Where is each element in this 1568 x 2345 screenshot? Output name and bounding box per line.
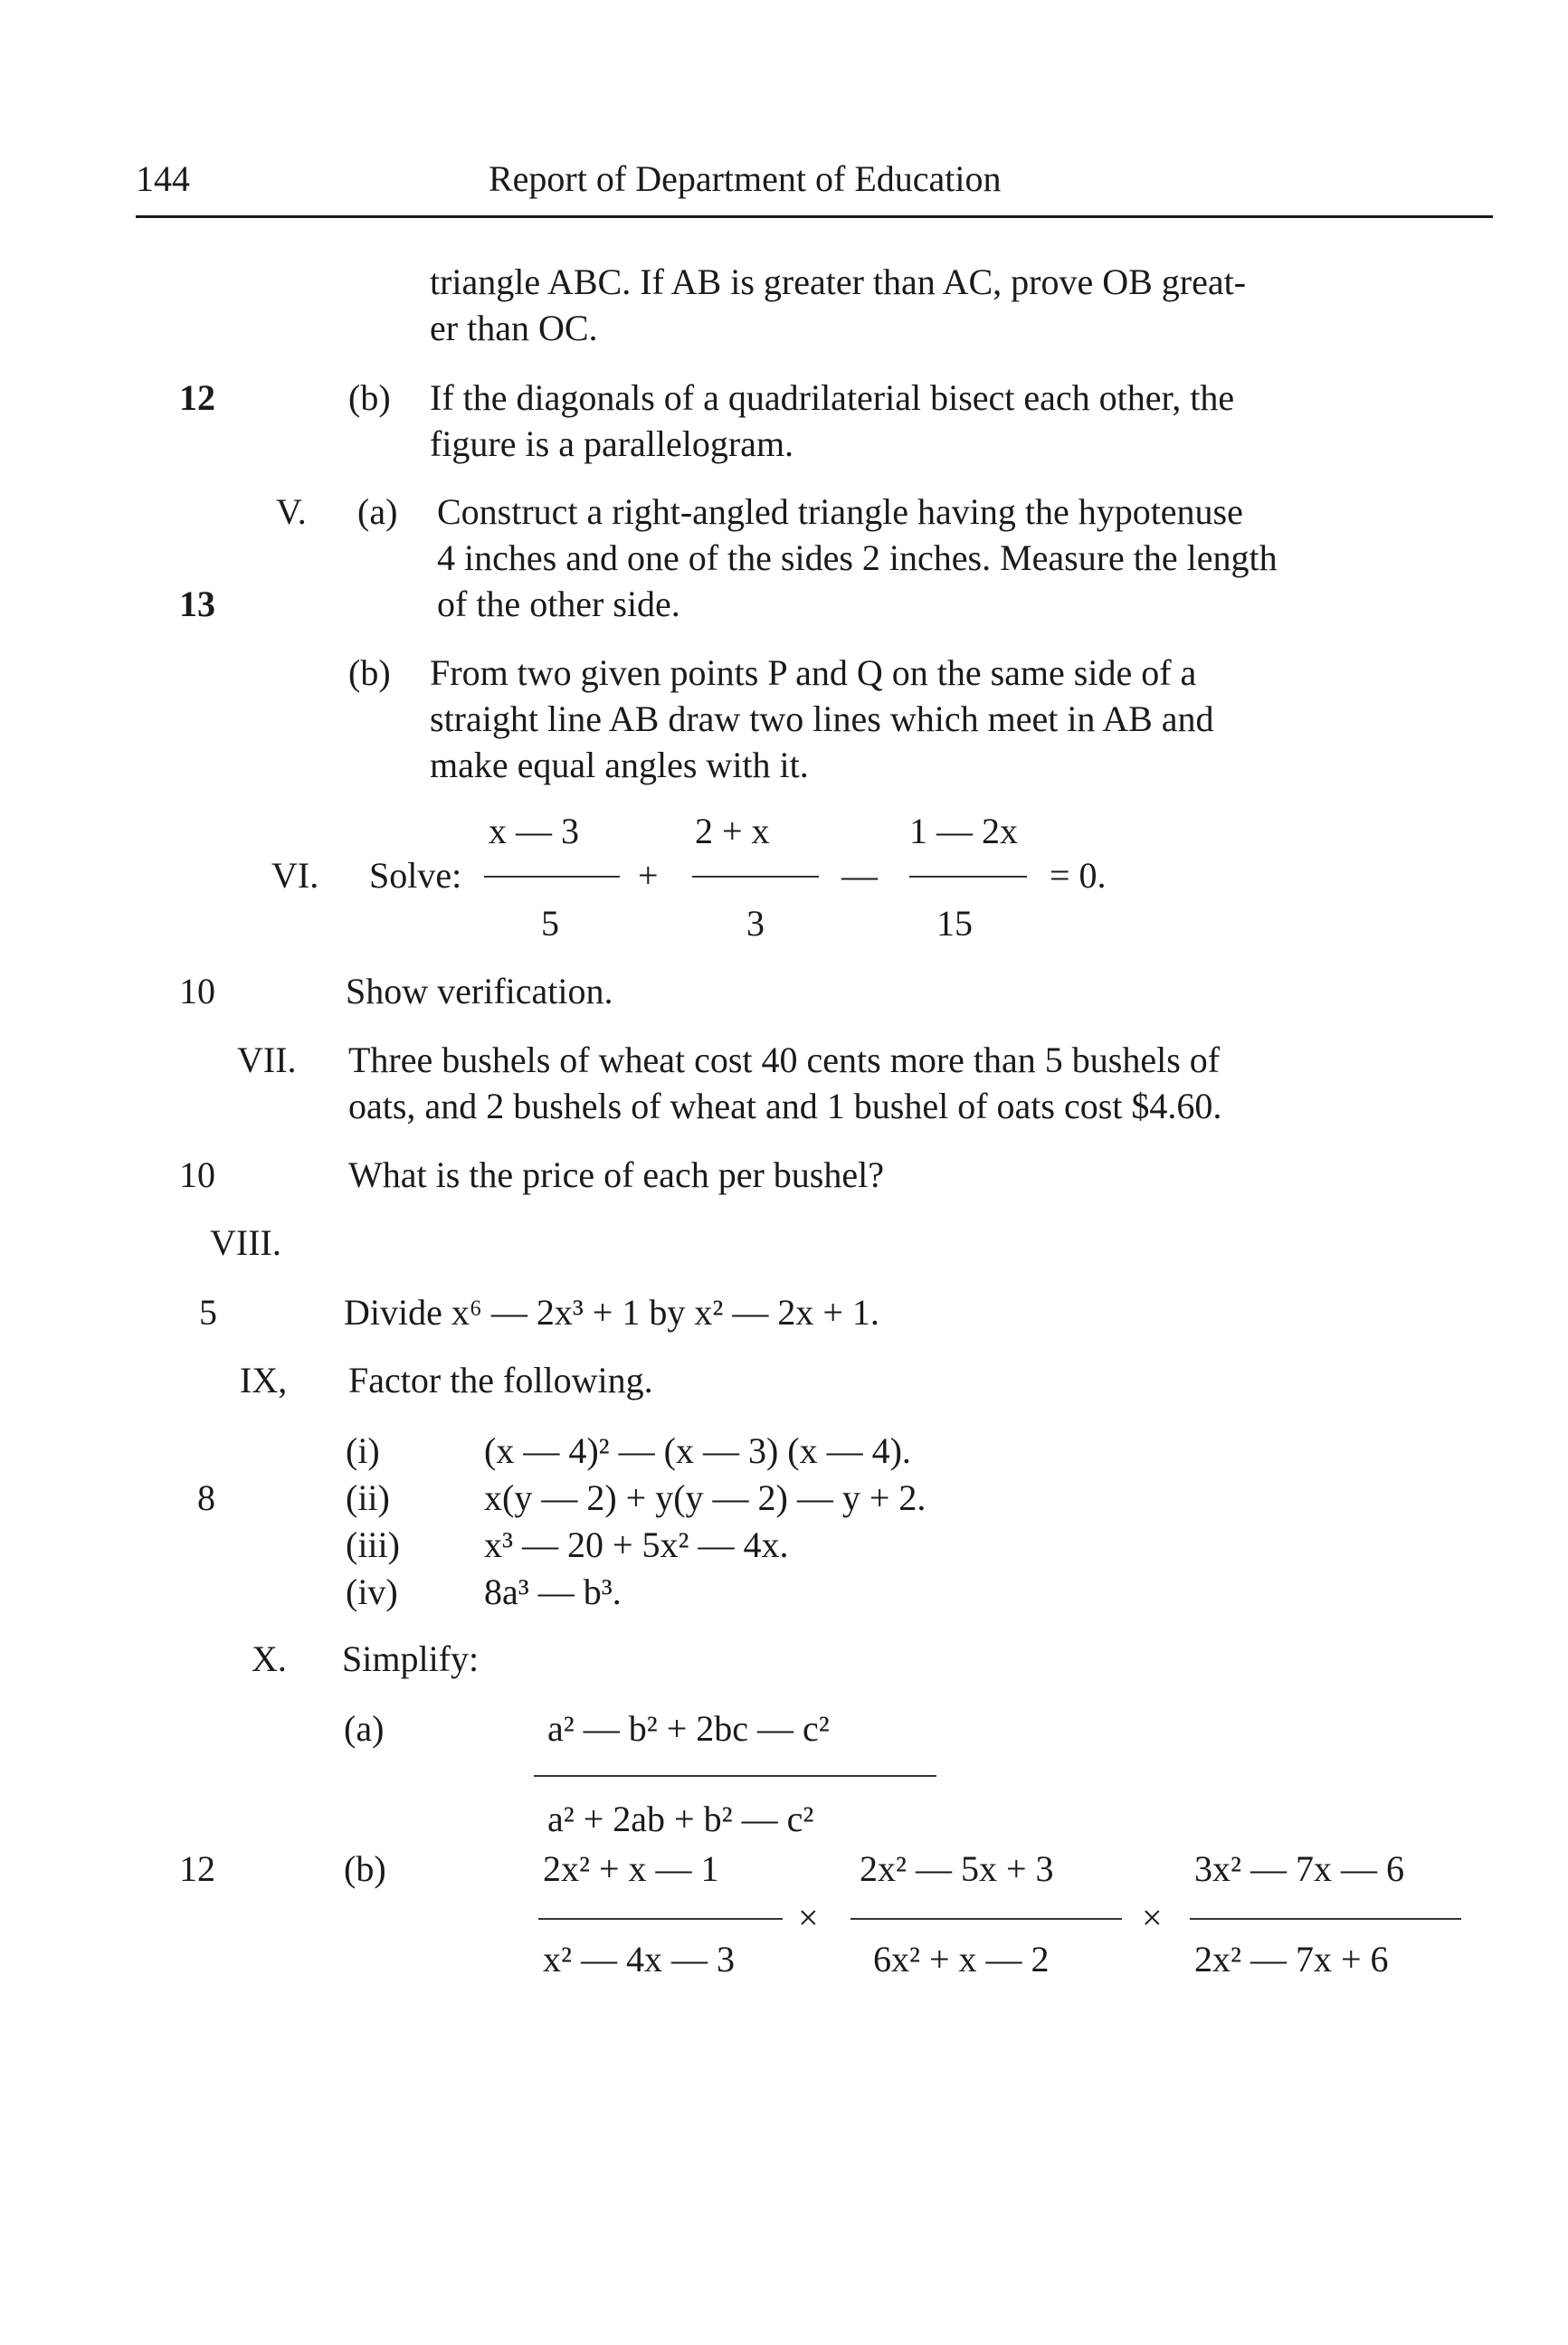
text-line: Show verification. <box>346 971 613 1011</box>
fraction-bar <box>484 876 620 878</box>
text-line: From two given points P and Q on the same side of a <box>430 652 1197 693</box>
fraction-numerator: 1 — 2x <box>909 811 1018 851</box>
fraction-denominator: a² + 2ab + b² — c² <box>547 1799 814 1839</box>
times-sign: × <box>1142 1897 1163 1938</box>
text-line: If the diagonals of a quadrilaterial bisect each other, the <box>430 377 1235 418</box>
page-title: Report of Department of Education <box>489 158 1002 199</box>
item-label: (iv) <box>346 1571 398 1612</box>
text-line: 4 inches and one of the sides 2 inches. Measure the length <box>437 537 1278 578</box>
header-rule <box>136 215 1493 218</box>
text-line: triangle ABC. If AB is greater than AC, prove OB great- <box>430 261 1247 302</box>
page-number: 144 <box>136 158 190 199</box>
fraction-denominator: x² — 4x — 3 <box>543 1939 735 1979</box>
question-number: V. <box>276 491 307 532</box>
marks: 12 <box>179 377 215 418</box>
fraction-numerator: 3x² — 7x — 6 <box>1194 1848 1404 1889</box>
fraction-denominator: 5 <box>541 903 559 944</box>
text-line: er than OC. <box>430 308 598 348</box>
text-line: Construct a right-angled triangle having the hypotenuse <box>437 491 1243 532</box>
question-number: VII. <box>237 1040 297 1080</box>
minus-sign: — <box>841 855 878 896</box>
text-line: straight line AB draw two lines which meet in AB and <box>430 698 1214 739</box>
text-line: Divide x⁶ — 2x³ + 1 by x² — 2x + 1. <box>344 1292 879 1333</box>
marks: 5 <box>199 1292 217 1333</box>
solve-label: Solve: <box>369 855 462 896</box>
item-label: (ii) <box>346 1477 390 1518</box>
question-number: IX, <box>240 1360 288 1400</box>
text-line: oats, and 2 bushels of wheat and 1 bushel of oats cost $4.60. <box>348 1086 1222 1126</box>
equals-zero: = 0. <box>1050 855 1107 896</box>
plus-sign: + <box>638 855 659 896</box>
item-label: (b) <box>348 377 391 418</box>
fraction-bar <box>692 876 819 878</box>
question-number: VIII. <box>210 1222 281 1263</box>
item-label: (iii) <box>346 1524 400 1565</box>
expression: (x — 4)² — (x — 3) (x — 4). <box>484 1430 911 1471</box>
fraction-numerator: 2x² — 5x + 3 <box>860 1848 1054 1889</box>
fraction-bar <box>909 876 1027 878</box>
fraction-bar <box>534 1775 936 1777</box>
fraction-bar <box>538 1918 783 1920</box>
question-number: VI. <box>271 855 319 896</box>
times-sign: × <box>798 1897 819 1938</box>
text-line: Factor the following. <box>348 1360 653 1400</box>
fraction-bar <box>1190 1918 1461 1920</box>
text-line: Three bushels of wheat cost 40 cents more than 5 bushels of <box>348 1040 1221 1080</box>
marks: 10 <box>179 971 215 1011</box>
fraction-denominator: 6x² + x — 2 <box>873 1939 1050 1979</box>
fraction-numerator: a² — b² + 2bc — c² <box>547 1708 830 1749</box>
item-label: (b) <box>348 652 391 693</box>
fraction-denominator: 3 <box>746 903 765 944</box>
text-line: figure is a parallelogram. <box>430 423 794 464</box>
marks: 13 <box>179 584 215 624</box>
expression: x³ — 20 + 5x² — 4x. <box>484 1524 789 1565</box>
question-number: X. <box>252 1638 287 1679</box>
item-label: (a) <box>344 1708 385 1749</box>
item-label: (a) <box>357 491 398 532</box>
fraction-numerator: 2x² + x — 1 <box>543 1848 719 1889</box>
item-label: (i) <box>346 1430 380 1471</box>
marks: 12 <box>179 1848 215 1889</box>
marks: 10 <box>179 1154 215 1195</box>
fraction-denominator: 2x² — 7x + 6 <box>1194 1939 1389 1979</box>
text-line: Simplify: <box>342 1638 480 1679</box>
fraction-numerator: 2 + x <box>695 811 770 851</box>
expression: 8a³ — b³. <box>484 1571 622 1612</box>
item-label: (b) <box>344 1848 386 1889</box>
text-line: of the other side. <box>437 584 680 624</box>
text-line: What is the price of each per bushel? <box>348 1154 884 1195</box>
marks: 8 <box>197 1477 215 1518</box>
fraction-denominator: 15 <box>936 903 973 944</box>
fraction-numerator: x — 3 <box>489 811 579 851</box>
text-line: make equal angles with it. <box>430 745 809 785</box>
expression: x(y — 2) + y(y — 2) — y + 2. <box>484 1477 927 1518</box>
fraction-bar <box>851 1918 1122 1920</box>
